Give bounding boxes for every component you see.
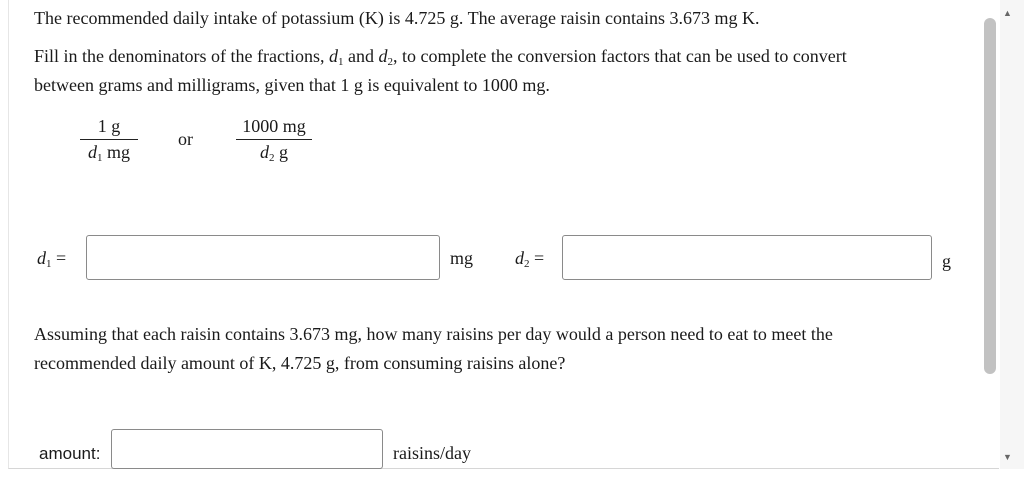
part2-line2: recommended daily amount of K, 4.725 g, from consuming raisins alone? bbox=[34, 353, 566, 373]
question-intro: The recommended daily intake of potassium (K) is 4.725 g. The average raisin contains 3.673 mg K. bbox=[34, 8, 760, 28]
fraction-2 bbox=[236, 116, 312, 164]
amount-unit: raisins/day bbox=[393, 443, 471, 463]
fraction-1-numerator: 1 g bbox=[80, 116, 138, 140]
amount-label: amount: bbox=[39, 444, 101, 463]
var-d2: $d_2$ bbox=[378, 46, 393, 68]
fraction-1 bbox=[80, 116, 138, 164]
fraction-2-numerator: 1000 mg bbox=[236, 116, 312, 140]
d2-input[interactable] bbox=[562, 235, 932, 280]
scrollbar-thumb[interactable] bbox=[984, 18, 996, 374]
amount-input[interactable] bbox=[111, 429, 383, 469]
scroll-up-icon[interactable]: ▲ bbox=[1003, 8, 1012, 18]
or-text: or bbox=[178, 129, 193, 149]
d1-unit: mg bbox=[450, 248, 474, 268]
scroll-down-icon[interactable]: ▼ bbox=[1003, 452, 1012, 462]
part2-line1: Assuming that each raisin contains 3.673 mg, how many raisins per day would a person need to eat to meet the bbox=[34, 324, 833, 344]
scrollbar-track[interactable] bbox=[1000, 0, 1024, 469]
d2-label: $d_2$ = bbox=[515, 248, 545, 270]
d1-input[interactable] bbox=[86, 235, 440, 280]
d2-unit: g bbox=[942, 251, 951, 271]
instruction-line2: between grams and milligrams, given that 1 g is equivalent to 1000 mg. bbox=[34, 75, 550, 95]
var-d1: $d_1$ bbox=[328, 46, 344, 68]
fraction-2-denominator: $d_2$ g bbox=[260, 142, 288, 164]
instruction-line1: Fill in the denominators of the fractions, $d_1$ and $d_2$, to complete the conversion factors that can be used to convert bbox=[34, 46, 847, 68]
d1-label: $d_1$ = bbox=[37, 248, 67, 270]
fraction-1-denominator: $d_1$ mg bbox=[87, 142, 130, 164]
